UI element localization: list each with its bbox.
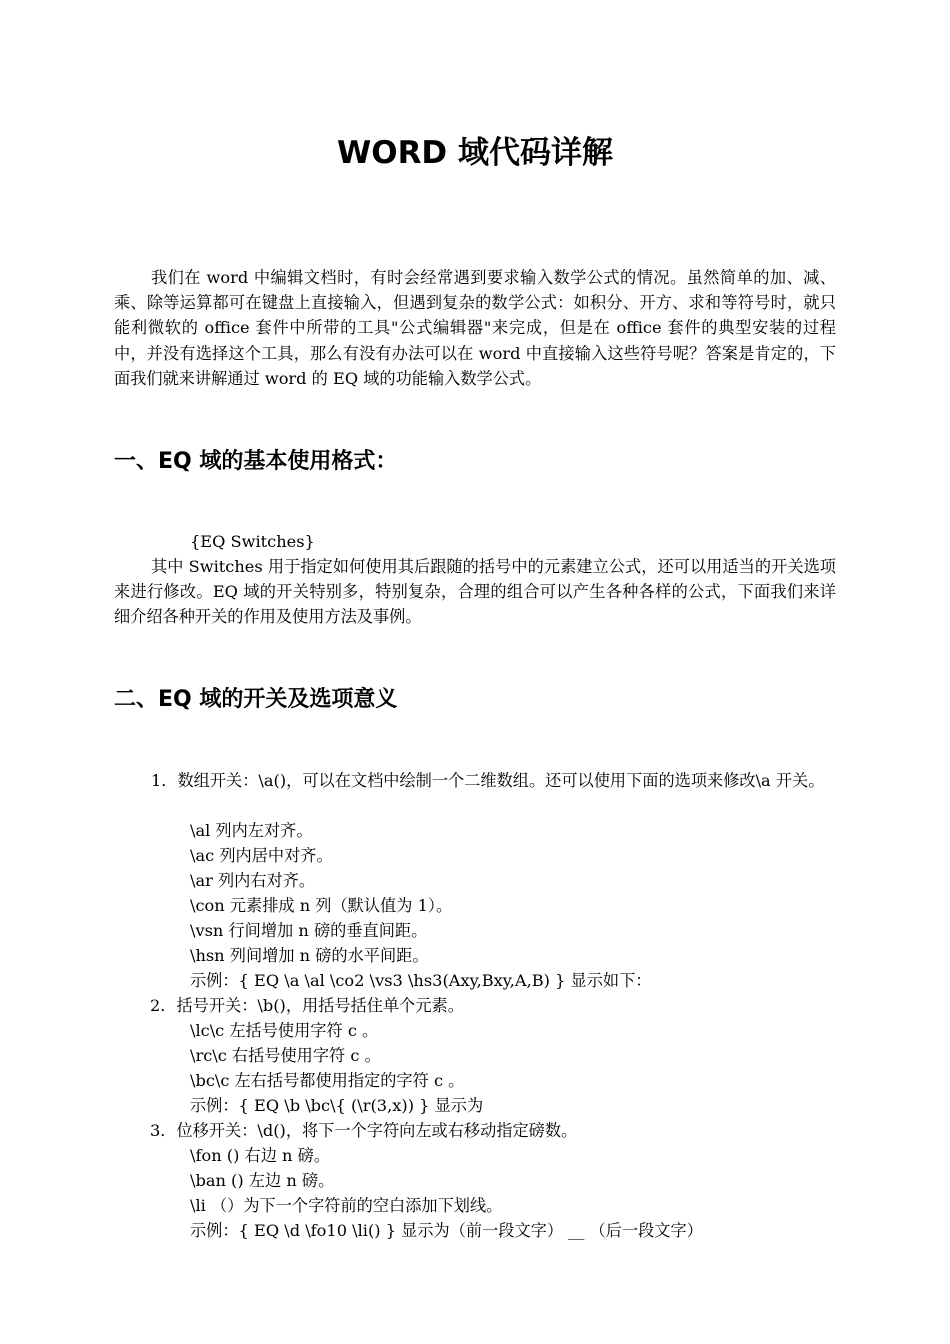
bracket-option: \bc\c 左右括号都使用指定的字符 c 。: [190, 1071, 465, 1090]
section2-heading: 二、EQ 域的开关及选项意义: [114, 687, 398, 712]
section1-heading: 一、EQ 域的基本使用格式：: [114, 449, 398, 474]
displacement-option: \ban () 左边 n 磅。: [190, 1171, 335, 1190]
displacement-option: \fon () 右边 n 磅。: [190, 1146, 331, 1165]
bracket-switch-intro: 2．括号开关：\b()，用括号括住单个元素。: [150, 996, 464, 1015]
array-option: \hsn 列间增加 n 磅的水平间距。: [190, 946, 429, 965]
displacement-switch-intro: 3．位移开关：\d()，将下一个字符向左或右移动指定磅数。: [150, 1121, 578, 1140]
bracket-option: \rc\c 右括号使用字符 c 。: [190, 1046, 381, 1065]
bracket-option: \lc\c 左括号使用字符 c 。: [190, 1021, 379, 1040]
eq-syntax: {EQ Switches}: [190, 532, 315, 551]
array-option: \ar 列内右对齐。: [190, 871, 316, 890]
bracket-example: 示例：{ EQ \b \bc\{ (\r(3,x)) } 显示为: [190, 1096, 484, 1115]
displacement-option: \li （）为下一个字符前的空白添加下划线。: [190, 1196, 503, 1215]
array-option: \ac 列内居中对齐。: [190, 846, 333, 865]
array-option: \al 列内左对齐。: [190, 821, 313, 840]
intro-paragraph: 我们在 word 中编辑文档时，有时会经常遇到要求输入数学公式的情况。虽然简单的加、减、乘、除等运算都可在键盘上直接输入，但遇到复杂的数学公式：如积分、开方、求和等符号时，就只能利微软的 office 套件中所带的工具"公式编辑器"来完成，但是在 office 套件的典型安装的过程中，并没有选择这个工具，那么有没有办法可以在 word 中直接输入这些符号呢？答案是肯定的，下面我们就来讲解通过 word 的 EQ 域的功能输入数学公式。: [114, 268, 836, 388]
displacement-example: 示例：{ EQ \d \fo10 \li() } 显示为（前一段文字） __ （后一段文字）: [190, 1221, 703, 1240]
document-title: WORD 域代码详解: [337, 135, 613, 171]
array-example: 示例：{ EQ \a \al \co2 \vs3 \hs3(Axy,Bxy,A,B) } 显示如下：: [190, 971, 652, 990]
array-switch-intro: 1．数组开关：\a()，可以在文档中绘制一个二维数组。还可以使用下面的选项来修改\a 开关。: [151, 771, 825, 790]
section1-description: 其中 Switches 用于指定如何使用其后跟随的括号中的元素建立公式，还可以用适当的开关选项来进行修改。EQ 域的开关特别多，特别复杂，合理的组合可以产生各种各样的公式，下面我们来详细介绍各种开关的作用及使用方法及事例。: [114, 557, 836, 627]
array-option: \vsn 行间增加 n 磅的垂直间距。: [190, 921, 428, 940]
array-option: \con 元素排成 n 列（默认值为 1）。: [190, 896, 453, 915]
